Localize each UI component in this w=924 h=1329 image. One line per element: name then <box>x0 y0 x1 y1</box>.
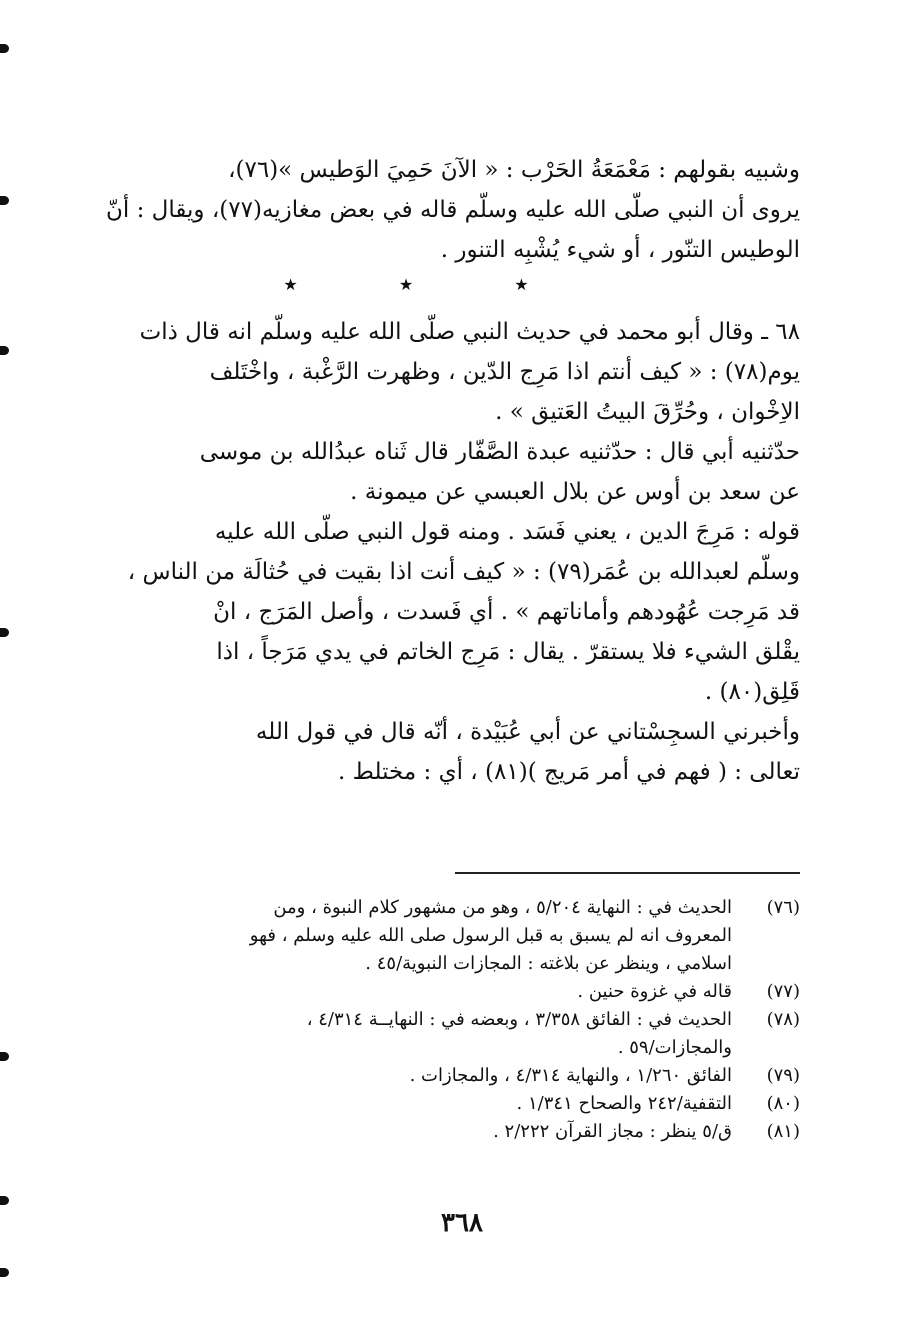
edge-mark <box>0 1268 9 1277</box>
text-line: يروى أن النبي صلّى الله عليه وسلّم قاله في بعض مغازيه(٧٧)، ويقال : أنّ <box>106 197 800 223</box>
text-line: عن سعد بن أوس عن بلال العبسي عن ميمونة . <box>350 479 800 505</box>
footnote-number: (٧٧) <box>766 981 800 1002</box>
edge-mark <box>0 1196 9 1205</box>
footnote-line: الفائق ١/٢٦٠ ، والنهاية ٤/٣١٤ ، والمجازات . <box>409 1065 732 1086</box>
paragraph <box>140 312 800 432</box>
text-line: يوم(٧٨) : « كيف أنتم اذا مَرِج الدّين ، وظهرت الرَّغْبة ، واخْتَلف <box>209 359 800 385</box>
text-line: قوله : مَرِجَ الدين ، يعني فَسَد . ومنه قول النبي صلّى الله عليه <box>214 519 800 545</box>
paragraph <box>127 512 800 712</box>
footnote-line: اسلامي ، وينظر عن بلاغته : المجازات النبوية/٤٥ . <box>365 953 732 974</box>
main-text <box>106 150 800 792</box>
footnote <box>140 978 800 1006</box>
footnote-line: والمجازات/٥٩ . <box>617 1037 732 1058</box>
edge-mark <box>0 628 9 637</box>
footnote-number: (٧٦) <box>766 897 800 918</box>
text-line: يقْلق الشيء فلا يستقرّ . يقال : مَرِج الخاتم في يدي مَرَجاً ، اذا <box>216 639 800 665</box>
paragraph <box>140 712 800 792</box>
edge-mark <box>0 1052 9 1061</box>
footnote-number: (٨٠) <box>766 1093 800 1114</box>
text-line: قد مَرِجت عُهُودهم وأماناتهم » . أي فَسدت ، وأصل المَرَج ، انْ <box>213 599 800 625</box>
text-line: وأخبرني السجِسْتاني عن أبي عُبَيْدة ، أنّه قال في قول الله <box>255 719 800 745</box>
text-line: الاِخْوان ، وحُرِّقَ البيتُ العَتيق » . <box>495 399 800 425</box>
text-line: حدّثنيه أبي قال : حدّثنيه عبدة الصَّفّار قال ثَناه عبدُالله بن موسى <box>199 439 800 465</box>
footnote-line: المعروف انه لم يسبق به قبل الرسول صلى الله عليه وسلم ، فهو <box>249 925 732 946</box>
footnote-divider <box>455 872 800 874</box>
footnote-line: الحديث في : النهاية ٥/٢٠٤ ، وهو من مشهور كلام النبوة ، ومن <box>273 897 732 918</box>
footnote <box>140 1090 800 1118</box>
footnote-line: التقفية/٢٤٢ والصحاح ١/٣٤١ . <box>516 1093 732 1114</box>
paragraph <box>140 432 800 512</box>
footnote <box>140 1006 800 1062</box>
text-line: وشبيه بقولهم : مَعْمَعَةُ الحَرْب : « الآنَ حَمِيَ الوَطيس »(٧٦)، <box>228 157 800 183</box>
edge-mark <box>0 196 9 205</box>
text-line: الوطيس التنّور ، أو شيء يُشْبِه التنور . <box>440 237 800 263</box>
text-line: قَلِق(٨٠) . <box>704 679 800 705</box>
footnote-line: قاله في غزوة حنين . <box>577 981 732 1002</box>
page-number: ٣٦٨ <box>441 1208 483 1238</box>
footnotes <box>140 894 800 1146</box>
text-line: ٦٨ ـ وقال أبو محمد في حديث النبي صلّى الله عليه وسلّم انه قال ذات <box>139 319 800 345</box>
section-separator: ★ ★ ★ <box>283 275 577 294</box>
paragraph <box>106 150 800 270</box>
footnote-number: (٧٨) <box>766 1009 800 1030</box>
footnote <box>140 894 800 978</box>
edge-mark <box>0 44 9 53</box>
footnote-number: (٨١) <box>766 1121 800 1142</box>
footnote-line: الحديث في : الفائق ٣/٣٥٨ ، وبعضه في : النهايــة ٤/٣١٤ ، <box>306 1009 732 1030</box>
footnote <box>140 1118 800 1146</box>
footnote <box>140 1062 800 1090</box>
edge-mark <box>0 346 9 355</box>
footnote-number: (٧٩) <box>766 1065 800 1086</box>
text-line: وسلّم لعبدالله بن عُمَر(٧٩) : « كيف أنت اذا بقيت في حُثالَة من الناس ، <box>127 559 800 585</box>
text-line: تعالى : ( فهم في أمر مَريج )(٨١) ، أي : مختلط . <box>338 759 800 785</box>
footnote-line: ق/٥ ينظر : مجاز القرآن ٢/٢٢٢ . <box>493 1121 732 1142</box>
